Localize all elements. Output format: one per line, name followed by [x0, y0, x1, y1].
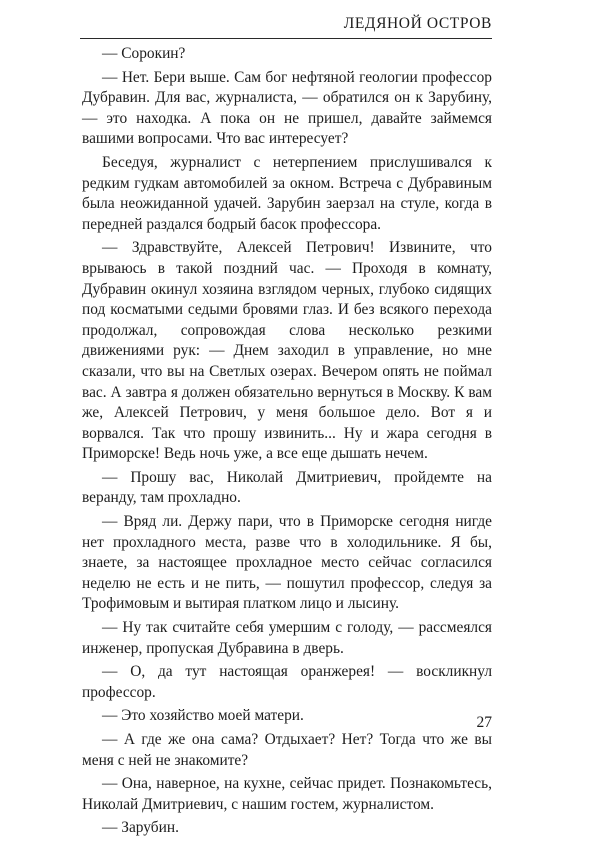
paragraph: — Зарубин.	[102, 819, 179, 837]
paragraph: — Сорокин?	[102, 45, 186, 62]
paragraph: — Ну так считайте себя умершим с голоду, — рассмеялся инженер, пропуская Дубравина в дверь.	[82, 619, 492, 657]
paragraph: — Она, наверное, на кухне, сейчас придет. Познакомьтесь, Николай Дмитриевич, с нашим гостем, журналистом.	[82, 775, 492, 813]
paragraph: — Нет. Бери выше. Сам бог нефтяной геологии профессор Дубравин. Для вас, журналиста, — обратился он к Зарубину, — это находка. А пока он не пришел, давайте займемся вашими вопросами. Что вас интересует?	[82, 68, 492, 148]
paragraph: — Вряд ли. Держу пари, что в Приморске сегодня нигде нет прохладного места, разве что в холодильнике. Я бы, знаете, за настоящее прохладное место сейчас согласился неделю не есть и не пить, — пошутил профессор, следуя за Трофимовым и вытирая платком лицо и лысину.	[82, 513, 492, 613]
paragraph: — Прошу вас, Николай Дмитриевич, пройдемте на веранду, там прохладно.	[82, 468, 492, 507]
paragraph: — Это хозяйство моей матери.	[102, 707, 304, 725]
paragraph: — О, да тут настоящая оранжерея! — воскликнул профессор.	[82, 663, 492, 701]
paragraph: — А где же она сама? Отдыхает? Нет? Тогда что же вы меня с ней не знакомите?	[82, 731, 492, 769]
running-title: ЛЕДЯНОЙ ОСТРОВ	[343, 15, 492, 32]
page-number: 27	[476, 714, 492, 731]
body-text	[82, 44, 492, 842]
header-rule	[80, 38, 492, 39]
paragraph: — Здравствуйте, Алексей Петрович! Извините, что врываюсь в такой поздний час. — Проходя в комнату, Дубравин окинул хозяина взглядом черных, глубоко сидящих под косматыми седыми бровями глаз. И без всякого перехода продолжал, сопровождая слова несколько резкими движениями рук: — Днем заходил в управление, но мне сказали, что вы на Светлых озерах. Вечером опять не поймал вас. А завтра я должен обязательно вернуться в Москву. К вам же, Алексей Петрович, у меня большое дело. Вот я и ворвался. Так что прошу извинить... Ну и жара сегодня в Приморске! Ведь ночь уже, а все еще дышать нечем.	[82, 239, 492, 463]
paragraph: Беседуя, журналист с нетерпением прислушивался к редким гудкам автомобилей за окном. Встреча с Дубравиным была неожиданной удачей. Зарубин заерзал на стуле, когда в передней раздался бодрый басок профессора.	[82, 153, 492, 233]
